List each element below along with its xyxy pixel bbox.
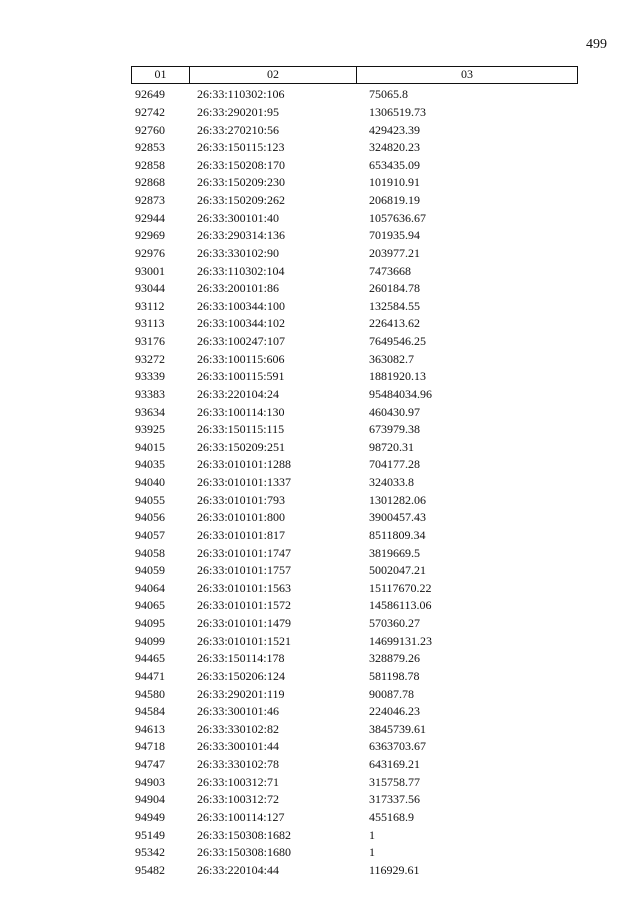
table-cell-03: 1881920.13 — [369, 369, 426, 384]
table-row — [131, 685, 578, 703]
table-cell-02: 26:33:010101:793 — [197, 492, 286, 507]
table-cell-02: 26:33:300101:40 — [197, 210, 280, 225]
table-cell-01: 94095 — [135, 616, 165, 631]
table-cell-02: 26:33:220104:24 — [197, 386, 280, 401]
table-cell-01: 94949 — [135, 809, 165, 824]
table-cell-03: 95484034.96 — [369, 386, 432, 401]
table-cell-01: 92969 — [135, 228, 165, 243]
table-row — [131, 862, 578, 880]
table-row — [131, 192, 578, 210]
table-row — [131, 280, 578, 298]
table-row — [131, 791, 578, 809]
table-row — [131, 403, 578, 421]
table-row — [131, 439, 578, 457]
table-cell-02: 26:33:100344:100 — [197, 298, 286, 313]
table-cell-02: 26:33:220104:44 — [197, 862, 280, 877]
table-cell-02: 26:33:100114:130 — [197, 404, 285, 419]
table-cell-03: 101910.91 — [369, 175, 420, 190]
table-row — [131, 421, 578, 439]
table-cell-03: 429423.39 — [369, 122, 420, 137]
table-cell-01: 94471 — [135, 668, 165, 683]
table-cell-02: 26:33:290201:119 — [197, 686, 285, 701]
table-row — [131, 139, 578, 157]
table-cell-02: 26:33:100312:72 — [197, 792, 280, 807]
table-row — [131, 315, 578, 333]
table-cell-01: 94040 — [135, 475, 165, 490]
table-cell-03: 206819.19 — [369, 193, 420, 208]
table-cell-03: 643169.21 — [369, 757, 420, 772]
page-number: 499 — [586, 37, 607, 52]
table-cell-01: 92742 — [135, 104, 165, 119]
table-cell-01: 94057 — [135, 527, 165, 542]
table-cell-03: 324820.23 — [369, 140, 420, 155]
table-cell-01: 94058 — [135, 545, 165, 560]
table-cell-02: 26:33:100114:127 — [197, 809, 285, 824]
table-row — [131, 738, 578, 756]
table-cell-03: 132584.55 — [369, 298, 420, 313]
table-cell-02: 26:33:100344:102 — [197, 316, 286, 331]
table-cell-01: 95482 — [135, 862, 165, 877]
table-cell-03: 653435.09 — [369, 157, 420, 172]
table-cell-03: 90087.78 — [369, 686, 414, 701]
table-row — [131, 368, 578, 386]
table-cell-02: 26:33:150208:170 — [197, 157, 286, 172]
table-cell-01: 94465 — [135, 651, 165, 666]
table-cell-03: 260184.78 — [369, 281, 420, 296]
table-cell-03: 98720.31 — [369, 439, 414, 454]
table-cell-01: 92873 — [135, 193, 165, 208]
table-row — [131, 474, 578, 492]
table-cell-02: 26:33:300101:46 — [197, 704, 280, 719]
table-cell-01: 94584 — [135, 704, 165, 719]
table-row — [131, 245, 578, 263]
table-row — [131, 826, 578, 844]
table-cell-03: 3845739.61 — [369, 721, 426, 736]
table-cell-02: 26:33:010101:1747 — [197, 545, 292, 560]
column-header-02: 02 — [190, 67, 357, 83]
table-cell-01: 92858 — [135, 157, 165, 172]
table-row — [131, 509, 578, 527]
table-body — [131, 86, 578, 879]
table-row — [131, 121, 578, 139]
table-cell-01: 92760 — [135, 122, 165, 137]
table-cell-01: 94718 — [135, 739, 165, 754]
table-cell-03: 116929.61 — [369, 862, 420, 877]
table-row — [131, 650, 578, 668]
table-cell-02: 26:33:290201:95 — [197, 104, 280, 119]
table-cell-01: 93272 — [135, 351, 165, 366]
table-cell-03: 6363703.67 — [369, 739, 426, 754]
table-cell-03: 3900457.43 — [369, 510, 426, 525]
table-cell-02: 26:33:110302:104 — [197, 263, 285, 278]
table-cell-01: 92649 — [135, 87, 165, 102]
table-cell-01: 94613 — [135, 721, 165, 736]
table-cell-02: 26:33:010101:1521 — [197, 633, 292, 648]
table-cell-03: 324033.8 — [369, 475, 414, 490]
table-cell-02: 26:33:300101:44 — [197, 739, 280, 754]
table-cell-03: 328879.26 — [369, 651, 420, 666]
table-cell-01: 95149 — [135, 827, 165, 842]
table-cell-02: 26:33:010101:1572 — [197, 598, 292, 613]
table-cell-03: 7649546.25 — [369, 334, 426, 349]
table-cell-01: 93113 — [135, 316, 165, 331]
table-cell-01: 94056 — [135, 510, 165, 525]
table-row — [131, 597, 578, 615]
table-cell-03: 14699131.23 — [369, 633, 432, 648]
table-cell-03: 5002047.21 — [369, 563, 426, 578]
table-row — [131, 527, 578, 545]
table-cell-02: 26:33:200101:86 — [197, 281, 280, 296]
table-cell-02: 26:33:100312:71 — [197, 774, 280, 789]
table-cell-01: 92976 — [135, 245, 165, 260]
table-cell-02: 26:33:290314:136 — [197, 228, 286, 243]
table-cell-01: 94055 — [135, 492, 165, 507]
table-cell-03: 15117670.22 — [369, 580, 432, 595]
table-row — [131, 386, 578, 404]
table-cell-03: 226413.62 — [369, 316, 420, 331]
table-row — [131, 350, 578, 368]
table-cell-02: 26:33:270210:56 — [197, 122, 280, 137]
table-cell-03: 570360.27 — [369, 616, 420, 631]
table-cell-03: 8511809.34 — [369, 527, 426, 542]
table-row — [131, 580, 578, 598]
table-cell-03: 224046.23 — [369, 704, 420, 719]
table-cell-02: 26:33:150115:123 — [197, 140, 285, 155]
table-cell-01: 93001 — [135, 263, 165, 278]
table-row — [131, 562, 578, 580]
table-cell-03: 460430.97 — [369, 404, 420, 419]
table-cell-01: 94064 — [135, 580, 165, 595]
table-cell-01: 94747 — [135, 757, 165, 772]
table-cell-02: 26:33:150209:251 — [197, 439, 286, 454]
table-cell-03: 75065.8 — [369, 87, 408, 102]
table-cell-03: 1 — [369, 845, 375, 860]
table-cell-01: 94035 — [135, 457, 165, 472]
table-header — [131, 66, 578, 84]
column-header-01: 01 — [132, 67, 190, 83]
table-row — [131, 174, 578, 192]
table-cell-03: 581198.78 — [369, 668, 420, 683]
table-cell-01: 92868 — [135, 175, 165, 190]
table-cell-03: 455168.9 — [369, 809, 414, 824]
table-row — [131, 615, 578, 633]
table-cell-01: 92853 — [135, 140, 165, 155]
table-cell-03: 1057636.67 — [369, 210, 426, 225]
table-cell-01: 94015 — [135, 439, 165, 454]
table-cell-03: 3819669.5 — [369, 545, 420, 560]
table-cell-02: 26:33:150308:1682 — [197, 827, 292, 842]
table-cell-03: 317337.56 — [369, 792, 420, 807]
table-cell-01: 93925 — [135, 422, 165, 437]
table-cell-02: 26:33:150308:1680 — [197, 845, 292, 860]
table-cell-03: 14586113.06 — [369, 598, 432, 613]
table-row — [131, 491, 578, 509]
table-row — [131, 703, 578, 721]
table-cell-02: 26:33:010101:817 — [197, 527, 286, 542]
table-cell-01: 95342 — [135, 845, 165, 860]
table-cell-03: 203977.21 — [369, 245, 420, 260]
table-cell-01: 94059 — [135, 563, 165, 578]
table-cell-01: 94903 — [135, 774, 165, 789]
table-row — [131, 333, 578, 351]
table-cell-02: 26:33:330102:78 — [197, 757, 280, 772]
table-cell-01: 93112 — [135, 298, 165, 313]
table-cell-02: 26:33:150114:178 — [197, 651, 285, 666]
table-cell-02: 26:33:010101:800 — [197, 510, 286, 525]
table-cell-02: 26:33:010101:1479 — [197, 616, 292, 631]
table-cell-01: 93383 — [135, 386, 165, 401]
table-cell-03: 673979.38 — [369, 422, 420, 437]
table-row — [131, 262, 578, 280]
table-cell-02: 26:33:330102:90 — [197, 245, 280, 260]
table-row — [131, 773, 578, 791]
table-cell-02: 26:33:010101:1337 — [197, 475, 292, 490]
table-row — [131, 227, 578, 245]
table-row — [131, 298, 578, 316]
table-cell-01: 94065 — [135, 598, 165, 613]
table-cell-02: 26:33:100115:606 — [197, 351, 285, 366]
table-cell-01: 92944 — [135, 210, 165, 225]
table-cell-01: 94580 — [135, 686, 165, 701]
table-cell-03: 704177.28 — [369, 457, 420, 472]
table-row — [131, 157, 578, 175]
table-cell-01: 93176 — [135, 334, 165, 349]
table-cell-01: 94904 — [135, 792, 165, 807]
table-row — [131, 456, 578, 474]
table-row — [131, 721, 578, 739]
table-cell-02: 26:33:100115:591 — [197, 369, 285, 384]
table-row — [131, 86, 578, 104]
table-cell-02: 26:33:010101:1757 — [197, 563, 292, 578]
table-row — [131, 668, 578, 686]
table-cell-03: 363082.7 — [369, 351, 414, 366]
table-row — [131, 844, 578, 862]
table-cell-01: 93634 — [135, 404, 165, 419]
table-cell-03: 7473668 — [369, 263, 411, 278]
column-header-03: 03 — [461, 67, 473, 81]
table-cell-03: 1301282.06 — [369, 492, 426, 507]
table-cell-02: 26:33:010101:1288 — [197, 457, 292, 472]
table-row — [131, 756, 578, 774]
table-cell-03: 1 — [369, 827, 375, 842]
table-cell-02: 26:33:150209:262 — [197, 193, 286, 208]
table-cell-02: 26:33:110302:106 — [197, 87, 285, 102]
table-cell-01: 93044 — [135, 281, 165, 296]
table-cell-01: 94099 — [135, 633, 165, 648]
table-cell-01: 93339 — [135, 369, 165, 384]
table-row — [131, 632, 578, 650]
table-row — [131, 809, 578, 827]
table-cell-02: 26:33:100247:107 — [197, 334, 286, 349]
table-cell-03: 315758.77 — [369, 774, 420, 789]
table-cell-02: 26:33:010101:1563 — [197, 580, 292, 595]
table-row — [131, 104, 578, 122]
table-cell-02: 26:33:150115:115 — [197, 422, 285, 437]
table-cell-02: 26:33:150206:124 — [197, 668, 286, 683]
table-cell-03: 1306519.73 — [369, 104, 426, 119]
table-cell-03: 701935.94 — [369, 228, 420, 243]
table-row — [131, 544, 578, 562]
table-cell-02: 26:33:150209:230 — [197, 175, 286, 190]
table-row — [131, 209, 578, 227]
table-cell-02: 26:33:330102:82 — [197, 721, 280, 736]
